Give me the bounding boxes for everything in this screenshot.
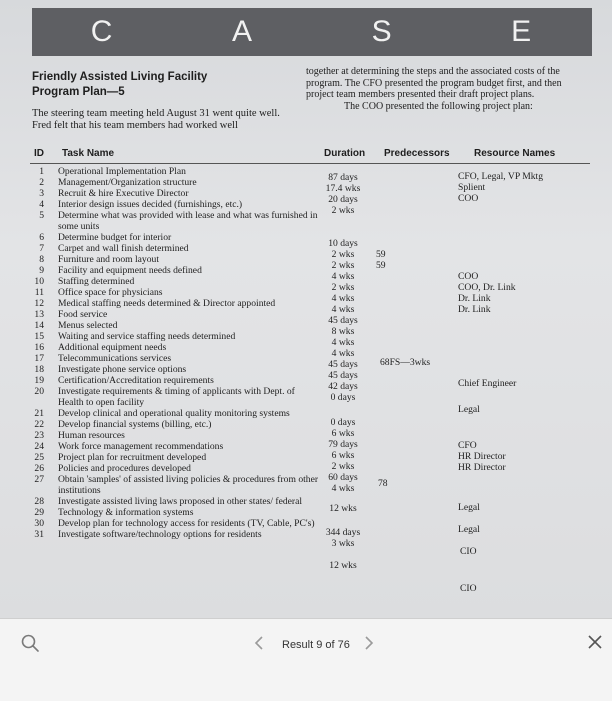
duration-cell: 8 wks [331,326,355,337]
duration-cell: 45 days [328,359,358,370]
table-header [30,144,590,164]
resource-cell: CFO, Legal, VP Mktg [458,171,544,182]
task-row: 8 Furniture and room layout [39,254,159,265]
task-row: 18 Investigate phone service options [34,364,187,375]
predecessor-cell: 78 [378,478,388,489]
task-row: 5 Determine what was provided with lease and what was furnished in some units [39,210,318,232]
duration-cell: 4 wks [331,348,355,359]
duration-cell: 45 days [328,370,358,381]
col-header-resources: Resource Names [474,148,556,159]
search-icon[interactable] [20,633,40,658]
banner-letter: C [90,15,115,48]
task-row: 9 Facility and equipment needs defined [39,265,202,276]
resource-cell: HR Director [458,451,506,462]
duration-cell: 6 wks [331,450,355,461]
col-header-predecessors: Predecessors [384,148,450,159]
duration-cell: 344 days [325,527,361,538]
col-header-id: ID [34,148,44,159]
duration-cell: 60 days [328,472,358,483]
task-row: 24 Work force management recommendations [34,441,224,452]
resource-cell: Legal [458,524,480,535]
close-icon[interactable] [586,633,604,656]
task-row: 15 Waiting and service staffing needs determined [34,331,236,342]
org-name: Friendly Assisted Living Facility [32,71,208,83]
task-row: 7 Carpet and wall finish determined [39,243,189,254]
task-row: 3 Recruit & hire Executive Director [39,188,189,199]
resource-cell: COO, Dr. Link [458,282,516,293]
resource-cell: Legal [458,502,480,513]
task-row: 27 Obtain 'samples' of assisted living policies & procedures from other institutions [34,474,319,496]
duration-cell: 6 wks [331,428,355,439]
resource-cell: Chief Engineer [458,378,517,389]
col-header-task: Task Name [62,148,115,159]
task-row: 19 Certification/Accreditation requirements [34,375,214,386]
task-list [30,166,320,540]
duration-cell: 3 wks [331,538,355,549]
case-banner [32,8,592,56]
duration-cell: 12 wks [329,503,357,514]
resource-cell: COO [458,193,479,204]
duration-cell: 4 wks [331,337,355,348]
resource-cell: Legal [458,404,480,415]
duration-cell: 2 wks [331,461,355,472]
banner-letter: A [232,15,255,48]
intro-paragraph-right [306,66,570,112]
duration-cell: 10 days [328,238,358,249]
task-row: 29 Technology & information systems [34,507,194,518]
task-row: 25 Project plan for recruitment developed [34,452,207,463]
duration-cell: 2 wks [331,260,355,271]
predecessor-cell: 59 [376,249,386,260]
duration-cell: 45 days [328,315,358,326]
intro-text: together at determining the steps and the associated costs of the program. The CFO presented the program budget first, and then project team members presented their draft project plans. [306,66,562,100]
resource-cell: COO [458,271,479,282]
predecessor-cell: 59 [376,260,386,271]
previous-result-button[interactable] [252,634,266,657]
duration-cell: 79 days [328,439,358,450]
next-result-button[interactable] [362,634,376,657]
duration-cell: 17.4 wks [325,183,361,194]
task-row: 10 Staffing determined [34,276,135,287]
plan-name: Program Plan—5 [32,86,125,98]
task-row: 14 Menus selected [34,320,118,331]
task-row: 30 Develop plan for technology access for residents (TV, Cable, PC's) [34,518,315,529]
task-row: 20 Investigate requirements & timing of applicants with Dept. of Health to open facility [34,386,295,408]
task-row: 2 Management/Organization structure [39,177,197,188]
duration-cell: 2 wks [331,282,355,293]
viewer-toolbar [0,618,612,701]
duration-cell: 4 wks [331,293,355,304]
duration-cell: 0 days [330,417,356,428]
task-row: 1 Operational Implementation Plan [39,166,186,177]
col-header-duration: Duration [324,148,366,159]
task-row: 11 Office space for physicians [34,287,163,298]
resource-cell: HR Director [458,462,506,473]
duration-cell: 4 wks [331,304,355,315]
task-row: 16 Additional equipment needs [34,342,167,353]
duration-cell: 4 wks [331,271,355,282]
resource-cell: Dr. Link [458,293,491,304]
resource-cell: CFO [458,440,477,451]
resource-cell: Dr. Link [458,304,491,315]
intro-paragraph-left: The steering team meeting held August 31 went quite well. Fred felt that his team members had worked well [32,108,280,131]
task-row: 23 Human resources [34,430,125,441]
resource-cell: Splient [458,182,486,193]
resource-cell: CIO [460,546,477,557]
task-row: 6 Determine budget for interior [39,232,172,243]
task-row: 12 Medical staffing needs determined & Director appointed [34,298,276,309]
intro-text-lead: The COO presented the following project plan: [344,100,533,112]
duration-cell: 12 wks [329,560,357,571]
duration-cell: 2 wks [331,205,355,216]
task-row: 21 Develop clinical and operational quality monitoring systems [34,408,290,419]
task-row: 22 Develop financial systems (billing, etc.) [34,419,212,430]
task-row: 4 Interior design issues decided (furnishings, etc.) [39,199,243,210]
banner-letter: S [371,15,394,48]
duration-cell: 20 days [328,194,358,205]
task-row: 17 Telecommunications services [34,353,172,364]
duration-cell: 4 wks [331,483,355,494]
resource-cell: CIO [460,583,477,594]
task-row: 28 Investigate assisted living laws proposed in other states/ federal [34,496,303,507]
banner-letter: E [511,15,534,48]
task-row: 31 Investigate software/technology options for residents [34,529,262,540]
case-title [32,70,272,100]
duration-cell: 87 days [328,172,358,183]
task-row: 26 Policies and procedures developed [34,463,191,474]
duration-cell: 42 days [328,381,358,392]
result-counter: Result 9 of 76 [282,639,350,651]
duration-column [320,166,366,571]
duration-cell: 2 wks [331,249,355,260]
predecessor-cell: 68FS—3wks [380,357,431,368]
task-row: 13 Food service [34,309,108,320]
duration-cell: 0 days [330,392,356,403]
header-divider [30,163,590,164]
